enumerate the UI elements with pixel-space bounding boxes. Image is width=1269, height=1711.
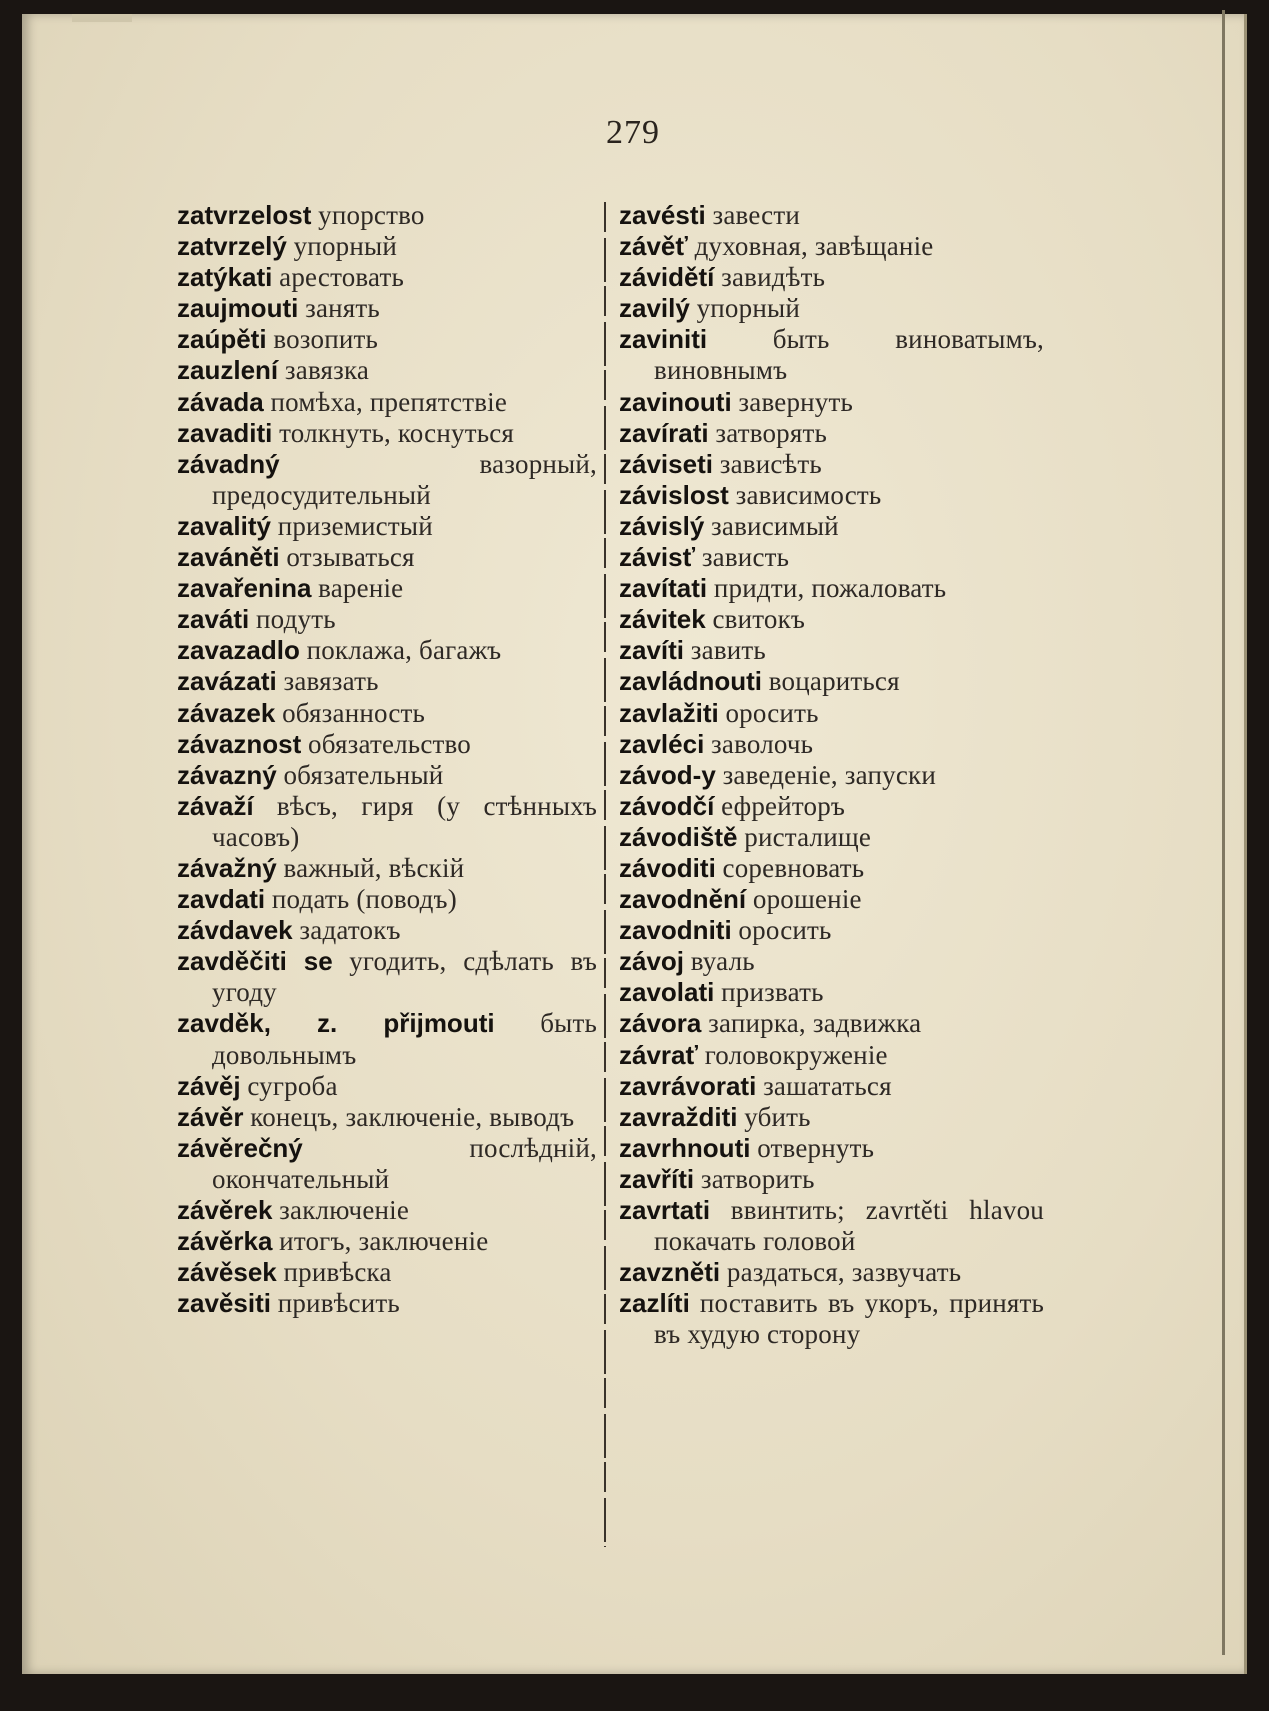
dictionary-entry	[177, 698, 597, 729]
dictionary-entry	[619, 200, 1044, 231]
headword: zavodniti	[619, 915, 732, 946]
headword: zavražditi	[619, 1101, 738, 1132]
translation: ввинтить; zavrtěti hlavou покачать головой	[654, 1195, 1044, 1257]
dictionary-entry	[619, 573, 1044, 604]
dictionary-entry	[619, 698, 1044, 729]
translation: воцариться	[768, 666, 900, 697]
dictionary-entry	[619, 822, 1044, 853]
dictionary-entry	[619, 324, 1044, 386]
translation: заключеніе	[279, 1195, 410, 1225]
dictionary-entry	[177, 1102, 597, 1133]
headword: zavaditi	[177, 417, 273, 448]
dictionary-entry	[619, 1071, 1044, 1102]
book-page	[22, 14, 1247, 1674]
dictionary-entry	[619, 1164, 1044, 1195]
headword: zavalitý	[177, 510, 271, 541]
headword: závrať	[619, 1039, 698, 1070]
translation: важный, вѣскій	[283, 852, 465, 883]
dictionary-entry	[177, 200, 597, 231]
headword: závod-y	[619, 759, 716, 790]
headword: závěť	[619, 231, 688, 262]
headword: zavazadlo	[177, 635, 300, 666]
translation: отвернуть	[757, 1132, 875, 1163]
headword: závaží	[177, 790, 254, 821]
headword: zatvrzelý	[177, 231, 287, 262]
headword: závitek	[619, 604, 706, 635]
translation: заведеніе, запуски	[722, 759, 936, 790]
dictionary-entry	[177, 1195, 597, 1226]
dictionary-entry	[619, 604, 1044, 635]
headword: zavléci	[619, 728, 705, 759]
headword: závěsek	[177, 1257, 277, 1288]
dictionary-entry	[619, 853, 1044, 884]
dictionary-entry	[177, 604, 597, 635]
dictionary-entry	[177, 760, 597, 791]
translation: обязательство	[308, 728, 471, 759]
translation: арестовать	[279, 262, 404, 293]
translation: завить	[690, 635, 766, 666]
headword: závaznost	[177, 728, 302, 759]
headword: zaváněti	[177, 542, 280, 573]
dictionary-entry	[619, 760, 1044, 791]
dictionary-entry	[177, 231, 597, 262]
headword: závodčí	[619, 790, 715, 821]
headword: závěrek	[177, 1195, 273, 1225]
translation: заволочь	[711, 728, 814, 759]
translation: зависимость	[735, 479, 882, 510]
translation: орошеніе	[752, 884, 862, 915]
headword: zauzlení	[177, 355, 279, 386]
translation: привѣска	[283, 1257, 392, 1288]
translation: вареніе	[318, 573, 404, 604]
headword: zavítati	[619, 573, 708, 604]
translation: конецъ, заключеніе, выводъ	[250, 1101, 575, 1132]
translation: завернуть	[738, 386, 854, 417]
left-column	[177, 200, 597, 1319]
headword: zavázati	[177, 666, 277, 697]
headword: zavíti	[619, 635, 685, 666]
headword: zavésti	[619, 200, 706, 230]
headword: závazek	[177, 697, 276, 728]
headword: závadný	[177, 448, 280, 479]
dictionary-entry	[177, 324, 597, 355]
dictionary-entry	[619, 1195, 1044, 1257]
translation: завидѣть	[721, 262, 826, 293]
dictionary-entry	[177, 853, 597, 884]
translation: угодить, сдѣлать въ угоду	[212, 946, 597, 1008]
headword: závěr	[177, 1101, 244, 1132]
dictionary-entry	[619, 449, 1044, 480]
dictionary-entry	[619, 884, 1044, 915]
translation: толкнуть, коснуться	[279, 417, 515, 448]
dictionary-entry	[619, 791, 1044, 822]
dictionary-entry	[619, 1040, 1044, 1071]
headword: závora	[619, 1008, 702, 1039]
headword: závěj	[177, 1070, 241, 1101]
translation: помѣха, препятствіе	[270, 386, 508, 417]
translation: духовная, завѣщаніе	[694, 231, 934, 262]
dictionary-entry	[177, 1008, 597, 1070]
translation: привѣсить	[277, 1288, 400, 1319]
dictionary-entry	[619, 729, 1044, 760]
headword: závislost	[619, 479, 729, 510]
headword: závdavek	[177, 915, 293, 946]
dictionary-entry	[619, 977, 1044, 1008]
translation: сугроба	[247, 1070, 338, 1101]
headword: zavolati	[619, 977, 715, 1008]
dictionary-entry	[619, 1133, 1044, 1164]
dictionary-entry	[177, 666, 597, 697]
headword: zavzněti	[619, 1257, 721, 1288]
translation: задатокъ	[299, 915, 401, 946]
dictionary-entry	[619, 1288, 1044, 1350]
page-edge-rule	[1222, 10, 1225, 1655]
headword: zavěsiti	[177, 1288, 271, 1319]
headword: zavládnouti	[619, 666, 763, 697]
translation: поклажа, багажъ	[306, 635, 502, 666]
translation: упорный	[696, 293, 800, 324]
translation: убить	[744, 1101, 811, 1132]
page-number: 279	[606, 114, 660, 151]
translation: быть довольнымъ	[212, 1008, 597, 1070]
headword: zavinouti	[619, 386, 732, 417]
headword: zatýkati	[177, 262, 273, 293]
dictionary-entry	[177, 262, 597, 293]
dictionary-entry	[619, 915, 1044, 946]
dictionary-entry	[177, 915, 597, 946]
translation: приземистый	[277, 510, 433, 541]
translation: вѣсъ, гиря (у стѣнныхъ часовъ)	[212, 790, 598, 852]
dictionary-entry	[177, 1226, 597, 1257]
headword: závoditi	[619, 852, 716, 883]
dictionary-entry	[619, 666, 1044, 697]
translation: завязать	[283, 666, 379, 697]
translation: подать (поводъ)	[271, 884, 457, 915]
translation: возопить	[273, 324, 379, 355]
dictionary-entry	[619, 1008, 1044, 1039]
dictionary-entry	[619, 293, 1044, 324]
dictionary-entry	[619, 262, 1044, 293]
translation: вазорный, предосудительный	[212, 448, 597, 510]
translation: упорство	[318, 200, 425, 230]
headword: zavděk, z. přijmouti	[177, 1008, 495, 1039]
translation: обязательный	[283, 759, 444, 790]
translation: соревновать	[722, 852, 865, 883]
dictionary-entry	[619, 1102, 1044, 1133]
right-column	[619, 200, 1044, 1350]
headword: závěrka	[177, 1226, 273, 1257]
translation: затворять	[715, 417, 828, 448]
translation: ефрейторъ	[721, 790, 846, 821]
headword: záviseti	[619, 448, 713, 479]
translation: быть виноватымъ, виновнымъ	[654, 324, 1044, 386]
headword: závidětí	[619, 262, 715, 293]
dictionary-entry	[177, 449, 597, 511]
dictionary-entry	[177, 791, 597, 853]
headword: zaúpěti	[177, 324, 267, 355]
translation: занять	[305, 293, 380, 324]
headword: závada	[177, 386, 264, 417]
translation: раздаться, зазвучать	[726, 1257, 962, 1288]
translation: зависимый	[711, 510, 839, 541]
dictionary-entry	[619, 418, 1044, 449]
translation: ристалище	[744, 821, 872, 852]
headword: závisť	[619, 542, 696, 573]
translation: обязанность	[282, 697, 426, 728]
headword: závislý	[619, 510, 705, 541]
headword: zavilý	[619, 293, 690, 324]
dictionary-entry	[177, 293, 597, 324]
translation: отзываться	[286, 542, 415, 573]
headword: zazlíti	[619, 1288, 690, 1319]
translation: зависѣть	[719, 448, 822, 479]
translation: придти, пожаловать	[713, 573, 947, 604]
dictionary-entry	[619, 1257, 1044, 1288]
dictionary-entry	[619, 387, 1044, 418]
headword: zaváti	[177, 604, 250, 635]
translation: подуть	[256, 604, 336, 635]
translation: поставить въ укоръ, принять въ худую сторону	[654, 1288, 1045, 1350]
translation: вуаль	[690, 946, 755, 977]
column-divider	[604, 202, 606, 1547]
dictionary-entry	[619, 946, 1044, 977]
dictionary-entry	[177, 1288, 597, 1319]
translation: призвать	[721, 977, 824, 1008]
translation: зашататься	[763, 1070, 892, 1101]
headword: zaviniti	[619, 324, 708, 355]
dictionary-entry	[177, 946, 597, 1008]
headword: závoj	[619, 946, 685, 977]
dictionary-entry	[177, 635, 597, 666]
translation: зависть	[701, 542, 790, 573]
dictionary-entry	[177, 418, 597, 449]
headword: zavírati	[619, 417, 709, 448]
dictionary-entry	[619, 480, 1044, 511]
dictionary-entry	[177, 355, 597, 386]
dictionary-entry	[619, 542, 1044, 573]
translation: послѣдній, окончательный	[212, 1132, 597, 1194]
dictionary-entry	[619, 231, 1044, 262]
translation: оросить	[738, 915, 832, 946]
translation: головокруженіе	[704, 1039, 888, 1070]
dictionary-entry	[177, 387, 597, 418]
headword: zavdati	[177, 884, 266, 915]
headword: zavděčiti se	[177, 946, 333, 977]
headword: zavodnění	[619, 884, 747, 915]
translation: свитокъ	[712, 604, 806, 635]
translation: затворить	[700, 1163, 815, 1194]
headword: zatvrzelost	[177, 200, 312, 230]
headword: zavrhnouti	[619, 1132, 751, 1163]
headword: zavlažiti	[619, 697, 719, 728]
translation: завести	[712, 200, 801, 230]
dictionary-entry	[177, 884, 597, 915]
headword: zavrtati	[619, 1195, 711, 1225]
dictionary-entry	[177, 542, 597, 573]
dictionary-entry	[619, 635, 1044, 666]
dictionary-entry	[177, 573, 597, 604]
headword: závodiště	[619, 821, 738, 852]
headword: závazný	[177, 759, 277, 790]
dictionary-entry	[177, 1071, 597, 1102]
headword: závěrečný	[177, 1132, 303, 1163]
dictionary-entry	[177, 1257, 597, 1288]
page-edge-mark	[72, 14, 132, 22]
headword: závažný	[177, 852, 277, 883]
dictionary-entry	[177, 729, 597, 760]
headword: zavařenina	[177, 573, 312, 604]
headword: zavříti	[619, 1163, 695, 1194]
translation: оросить	[725, 697, 819, 728]
dictionary-entry	[177, 511, 597, 542]
headword: zavrávorati	[619, 1070, 757, 1101]
dictionary-entry	[177, 1133, 597, 1195]
dictionary-entry	[619, 511, 1044, 542]
translation: запирка, задвижка	[708, 1008, 922, 1039]
translation: завязка	[284, 355, 370, 386]
translation: итогъ, заключеніе	[279, 1226, 489, 1257]
headword: zaujmouti	[177, 293, 299, 324]
translation: упорный	[293, 231, 397, 262]
